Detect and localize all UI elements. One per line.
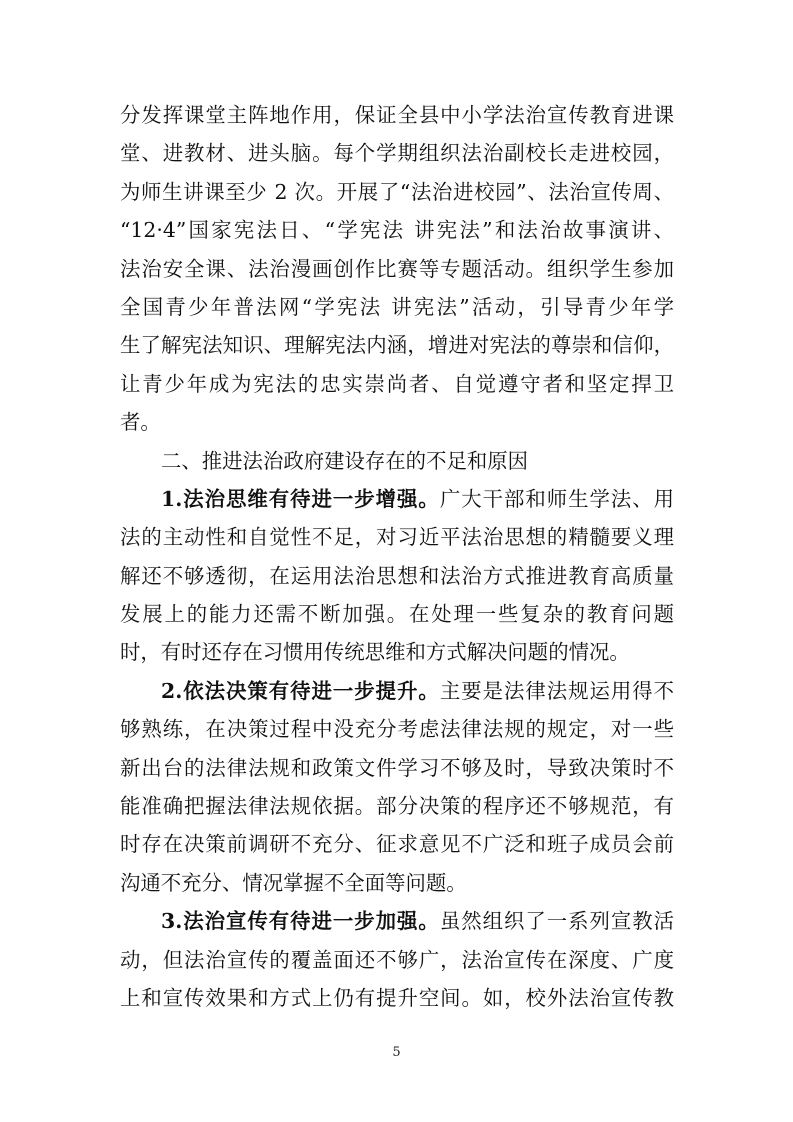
text-line: 够熟练，在决策过程中没充分考虑法律法规的规定，对一些 bbox=[120, 717, 674, 742]
text-line: 为师生讲课至少 2 次。开展了“法治进校园”、法治宣传周、 bbox=[120, 179, 674, 204]
text-line: “12·4”国家宪法日、“学宪法 讲宪法”和法治故事演讲、 bbox=[120, 218, 674, 243]
item-text: 广大干部和师生学法、用 bbox=[439, 486, 675, 511]
text-line bbox=[120, 902, 674, 940]
item-text: 虽然组织了一系列宣教活 bbox=[439, 909, 675, 934]
text-line: 发展上的能力还需不断加强。在处理一些复杂的教育问题 bbox=[120, 602, 674, 627]
paragraph-legal-decision bbox=[120, 672, 674, 902]
text-line: 沟通不充分、情况掌握不全面等问题。 bbox=[120, 870, 467, 895]
item-title: 1.法治思维有待进一步增强。 bbox=[161, 486, 440, 511]
text-line: 上和宣传效果和方式上仍有提升空间。如，校外法治宣传教 bbox=[120, 985, 674, 1010]
text-line bbox=[120, 672, 674, 710]
text-line: 者。 bbox=[120, 410, 161, 435]
text-line: 能准确把握法律法规依据。部分决策的程序还不够规范，有 bbox=[120, 794, 674, 819]
text-line: 让青少年成为宪法的忠实崇尚者、自觉遵守者和坚定捍卫 bbox=[120, 371, 674, 396]
paragraph-legal-thinking bbox=[120, 480, 674, 672]
item-title: 2.依法决策有待进一步提升。 bbox=[161, 678, 440, 703]
item-text: 主要是法律法规运用得不 bbox=[439, 678, 675, 703]
item-title: 3.法治宣传有待进一步加强。 bbox=[161, 909, 440, 934]
text-line: 法的主动性和自觉性不足，对习近平法治思想的精髓要义理 bbox=[120, 525, 674, 550]
text-line: 时存在决策前调研不充分、征求意见不广泛和班子成员会前 bbox=[120, 832, 674, 857]
paragraph-school-law-education bbox=[120, 96, 674, 442]
page-number: 5 bbox=[392, 1045, 401, 1060]
text-line: 时，有时还存在习惯用传统思维和方式解决问题的情况。 bbox=[120, 640, 630, 665]
text-line bbox=[120, 480, 674, 518]
text-line: 分发挥课堂主阵地作用，保证全县中小学法治宣传教育进课 bbox=[120, 103, 674, 127]
paragraph-legal-publicity bbox=[120, 902, 674, 1017]
text-line: 新出台的法律法规和政策文件学习不够及时，导致决策时不 bbox=[120, 755, 674, 780]
text-line: 法治安全课、法治漫画创作比赛等专题活动。组织学生参加 bbox=[120, 256, 674, 281]
text-line: 全国青少年普法网“学宪法 讲宪法”活动，引导青少年学 bbox=[120, 294, 674, 319]
text-line: 生了解宪法知识、理解宪法内涵，增进对宪法的尊崇和信仰， bbox=[120, 333, 674, 358]
text-line: 堂、进教材、进头脑。每个学期组织法治副校长走进校园， bbox=[120, 141, 674, 166]
text-line: 解还不够透彻，在运用法治思想和法治方式推进教育高质量 bbox=[120, 563, 674, 588]
document-body bbox=[120, 96, 674, 1017]
section-heading: 二、推进法治政府建设存在的不足和原因 bbox=[161, 448, 529, 473]
text-line: 动，但法治宣传的覆盖面还不够广，法治宣传在深度、广度 bbox=[120, 947, 674, 972]
